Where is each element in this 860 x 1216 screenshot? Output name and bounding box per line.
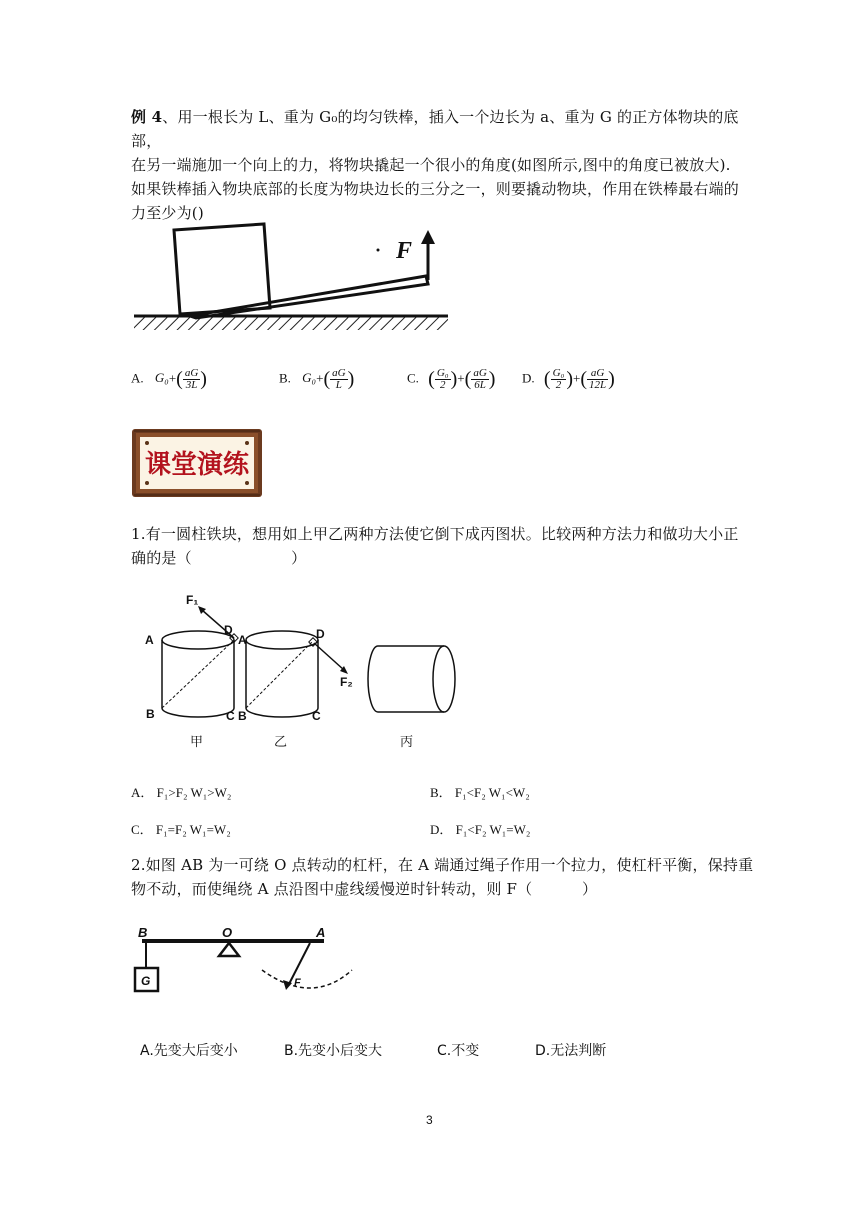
page-number: 3: [426, 1113, 433, 1127]
q2-line1: 2.如图 AB 为一可绕 O 点转动的杠杆，在 A 端通过绳子作用一个拉力，使杠杆平衡，保持重: [131, 856, 754, 874]
q1-line1: 1.有一圆柱铁块，想用如上甲乙两种方法使它倒下成丙图状。比较两种方法力和做功大小正: [131, 525, 739, 543]
example4-line1: 例 4、用一根长为 L、重为 G₀的均匀铁棒，插入一个边长为 a、重为 G 的正方体物块的底部，: [131, 108, 739, 150]
label-f2: F₂: [340, 675, 353, 689]
q2-option-d[interactable]: D.无法判断: [535, 1043, 607, 1059]
lever-block-figure: [130, 218, 460, 340]
q1-question: [131, 522, 771, 570]
option-a[interactable]: A. G₀+( $\frac{aG}{3L}$ ): [131, 367, 207, 391]
ground: [134, 316, 448, 330]
label-d2: D: [316, 627, 325, 641]
label-g: G: [141, 974, 151, 988]
cylinder-jia: [145, 593, 238, 749]
label-yi: 乙: [274, 734, 288, 749]
force-label: F: [396, 238, 413, 264]
dashed-arc: [262, 970, 352, 988]
cylinder-figure: [140, 588, 480, 752]
cube-block: [174, 224, 270, 314]
example4-line3: 如果铁棒插入物块底部的长度为物块边长的三分之一，则要撬动物块，作用在铁棒最右端的: [131, 180, 740, 198]
q1-option-d[interactable]: D． F₁<F₂ W₁=W₂: [430, 822, 531, 837]
label-bing: 丙: [400, 734, 414, 749]
q2-line2: 物不动，而使绳绕 A 点沿图中虚线缓慢逆时针转动，则 F（ ）: [131, 880, 598, 898]
label-o: O: [222, 928, 233, 940]
label-b: B: [146, 707, 155, 721]
q2-option-a[interactable]: A.先变大后变小: [140, 1043, 238, 1059]
fulcrum: [219, 943, 239, 956]
label-a: A: [145, 633, 154, 647]
badge-text: 课堂演练: [144, 450, 250, 480]
lever-bar: [142, 939, 324, 943]
example4-options: [131, 368, 651, 398]
arrow-head: [421, 230, 435, 244]
lever-figure: [130, 928, 360, 1000]
q1-option-b[interactable]: B． F₁<F₂ W₁<W₂: [430, 785, 530, 800]
q1-option-a[interactable]: A． F₁>F₂ W₁>W₂: [131, 785, 232, 800]
q2-option-b[interactable]: B.先变小后变大: [284, 1043, 383, 1059]
q1-option-c[interactable]: C． F₁=F₂ W₁=W₂: [131, 822, 231, 837]
q1-line2: 确的是（ ）: [131, 549, 307, 567]
example4-line4: 力至少为(): [131, 204, 204, 222]
label-c: C: [226, 709, 235, 723]
label-b: B: [138, 928, 148, 940]
cylinder-yi: [238, 627, 353, 749]
label-f: F: [294, 977, 301, 989]
label-c2: C: [312, 709, 321, 723]
option-b[interactable]: B. G₀+( $\frac{aG}{L}$ ): [279, 367, 355, 391]
option-d[interactable]: D. ( $\frac{\text{G₀}}{2}$ )+( $\frac{aG}{12L}$ ): [522, 367, 615, 391]
label-b2: B: [238, 709, 247, 723]
example4-line2: 在另一端施加一个向上的力，将物块撬起一个很小的角度(如图所示,图中的角度已被放大).: [131, 156, 731, 174]
example4-question: [131, 105, 751, 225]
label-f1: F₁: [186, 593, 199, 607]
section-badge: [131, 428, 263, 498]
q2-question: [131, 853, 771, 901]
label-a2: A: [238, 633, 247, 647]
label-jia: 甲: [190, 734, 204, 749]
label-a: A: [316, 928, 326, 940]
q2-option-c[interactable]: C.不变: [437, 1043, 480, 1059]
cylinder-bing: [368, 646, 455, 749]
example-label: 例 4: [131, 108, 163, 126]
label-d: D: [224, 623, 233, 637]
option-c[interactable]: C. ( $\frac{\text{G₀}}{2}$ )+( $\frac{aG}{6L}$ ): [407, 367, 496, 391]
